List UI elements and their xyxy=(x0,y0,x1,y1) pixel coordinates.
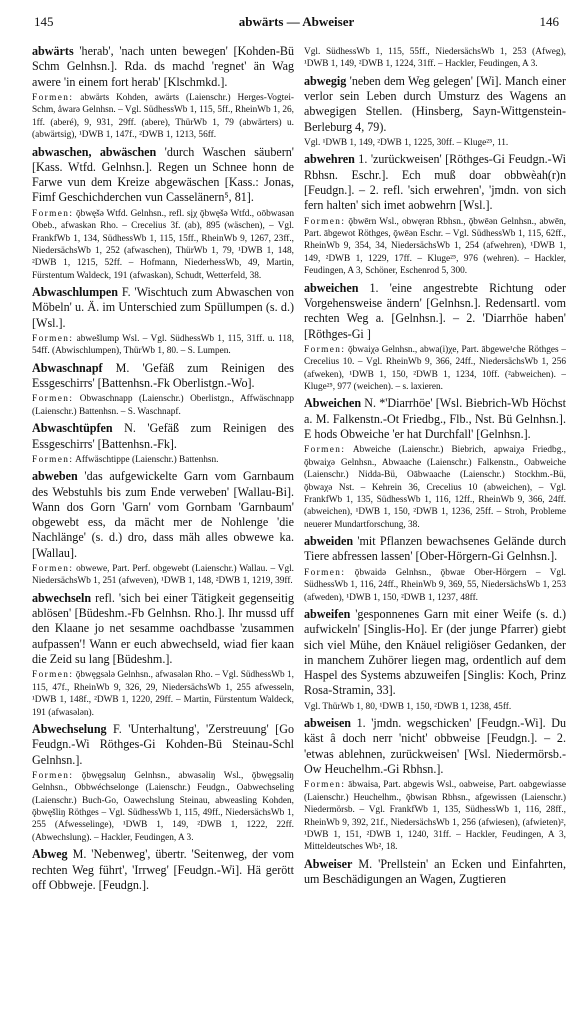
forms-text: abwešlump Wsl. – Vgl. SüdhessWb 1, 115, 31ff. u. 118, 54ff. (Abwischlumpen), ThürWb 1, 80. – S. Lumpen. xyxy=(32,334,294,357)
forms-text: ābwaisa, Part. abgewis Wsl., oabweise, Part. oabgewiasse (Laienschr.) Heuchelhm., ǭbwisən Rbhsn., afgewissen (Laienschr.) Niedermörsb. – Vgl. FrankfWb 1, 135, SüdhessWb 1, 116, 28ff., RheinWb 9, 392, 21f., NiedersächsWb 1, 256 (afwiesen), (afwieten)², ¹DWB 1, 151, ²DWB 1, 1240, 31ff. – Hackler, Feudingen, A 3, Mitteldeutsches Wb², 18. xyxy=(304,780,566,853)
entry-lemma: abwegig xyxy=(304,73,347,88)
forms-label: Formen: xyxy=(32,564,74,575)
entry-definition-text: F. 'Wischtuch zum Abwaschen von Möbeln' u. Ä. im Unterschied zum Spüllumpen (s. d.) [Wsl.]. xyxy=(32,285,294,330)
entry-forms xyxy=(304,137,566,149)
forms-text: ǭbwērn Wsl., obwęrən Rbhsn., ǭbwēǝn Gelnhsn., abwēn, Part. ābgewot Röthges, ǭwēǝn Eschr. – Vgl. SüdhessWb 1, 115, 62ff., RheinWb 9, 354, 34, NiedersächsWb 1, 254 (afwehren), ¹DWB 1, 149, ²DWB 1, 1229, 17ff. – Kluge²⁵, 976 (wehren). – Hackler, Feudingen, A 3, Schöner, Eschenrod 5, 300. xyxy=(304,216,566,277)
forms-label: Formen: xyxy=(304,216,346,227)
entry-lemma: Abwaschlumpen xyxy=(32,285,119,300)
dictionary-entry xyxy=(32,591,294,719)
forms-text: ǭbwaidə Gelnhsn., ǭbwaɐ Ober-Hörgern – Vgl. SüdhessWb 1, 116, 24ff., RheinWb 9, 369, 55, NiedersächsWb 1, 253 (afweden), ¹DWB 1, 150, ²DWB 1, 1237, 48ff. xyxy=(304,567,566,603)
dictionary-entry xyxy=(304,46,566,71)
page-number-right: 146 xyxy=(539,14,559,29)
entry-definition-text: M. 'Gefäß zum Reinigen des Essgeschirrs' [Battenhsn.-Fk Oberlistgn.-Wo]. xyxy=(32,360,294,391)
forms-text: Obwaschnapp (Laienschr.) Oberlistgn., Affwäschnapp (Laienschr.) Battenhsn. – S. Waschnapf. xyxy=(32,394,294,417)
forms-text: ǭbwaiχə Gelnhsn., abwa(i)χe, Part. ābgewe¹che Röthges – Crecelius 10. – Vgl. RheinWb 9, 366, 24ff., NiedersächsWb 1, 256 (afweken), ¹DWB 1, 150, ²DWB 1, 1234, 10ff. (²abweichen). – Kluge²⁵, 977 (weichen). – s. laxieren. xyxy=(304,344,566,393)
dictionary-entry xyxy=(32,469,294,588)
entry-definition-text: M. 'Nebenweg', übertr. 'Seitenweg, der vom rechten Weg führt', 'Irrweg' [Feudgn.-Wi]. Hä gerött off Obbweje. [Feudgn.]. xyxy=(32,847,294,892)
entry-lemma: Abweichen xyxy=(304,396,362,411)
dictionary-entry xyxy=(304,534,566,604)
forms-text: Affwäschtippe (Laienschr.) Battenhsn. xyxy=(73,454,219,465)
entry-forms xyxy=(32,393,294,418)
forms-label: Formen: xyxy=(32,770,74,781)
running-head: abwärts — Abweiser xyxy=(238,14,355,29)
entry-lemma: Abwechselung xyxy=(32,721,107,736)
entry-definition-text: 1. 'jmdn. wegschicken' [Feudgn.-Wi]. Du käst â doch nerr 'nicht' obbweise [Feudgn.]. – 2. 'etwas ablehnen, zurückweisen' [Wsl. Niedermörsb.-Ow Heuchelhm.-Gi Rbhsn.]. xyxy=(304,716,566,777)
entry-definition-text: M. 'Prellstein' an Ecken und Einfahrten, um Beschädigungen an Wagen, Zugtieren xyxy=(304,856,566,887)
entry-definition-text: N. *'Diarrhöe' [Wsl. Biebrich-Wb Höchst a. M. Falkenstn.-Ot Friedbg., Flb., Nst. Bü Gelnhsn.]. E hods Obweiche 'er hat Durchfall' [Gelnhsn.]. xyxy=(304,396,566,442)
entry-definition xyxy=(32,421,294,452)
forms-label: Formen: xyxy=(304,567,346,578)
entry-definition xyxy=(304,716,566,777)
entry-forms xyxy=(304,701,566,713)
right-column xyxy=(304,44,566,1019)
entry-definition xyxy=(304,857,566,888)
forms-text: ǭbwęšə Wtfd. Gelnhsn., refl. sįχ ǭbwęšə Wtfd., oōbwasən Obeb., afwaskən Rho. – Crecelius 3f. (ab), 895 (wäschen), – Vgl. FrankfWb 1, 134, SüdhessWb 1, 115, 15ff., RheinWb 9, 1267, 23ff., NiedersächsWb 1, 252 (afwaschen), ThürWb 1, 79, ¹DWB 1, 148, ²DWB 1, 1215, 52ff. – Hofmann, NiederhessWb, 49, Martin, Fürstentum Waldeck, 191 (afwaskən), Schudt, Wetterfeld, 38. xyxy=(32,208,294,281)
forms-label: Formen: xyxy=(32,394,74,405)
entry-forms xyxy=(32,454,294,466)
entry-definition xyxy=(32,722,294,768)
forms-label: Formen: xyxy=(304,344,346,355)
entry-lemma: abwärts xyxy=(32,44,74,58)
forms-label: Formen: xyxy=(304,445,346,456)
forms-text: abwärts Kohden, awärts (Laienschr.) Herges-Vogtei-Schm, åwarə Gelnhsn. – Vgl. SüdhessWb 1, 115, 5ff., RheinWb 1, 26, 1ff. (aberé), 9, 931, 29ff. (abere), ThürWb 1, 79 (abwärters) u. (abwärtsig), ¹DWB 1, 147f., ²DWB 1, 1213, 56ff. xyxy=(32,92,294,141)
dictionary-entry xyxy=(304,281,566,394)
entry-forms xyxy=(32,92,294,142)
dictionary-entry xyxy=(304,857,566,888)
entry-lemma: abweben xyxy=(32,469,78,484)
entry-lemma: abweisen xyxy=(304,716,352,731)
dictionary-entry xyxy=(32,722,294,844)
forms-text: Vgl. SüdhessWb 1, 115, 55ff., NiedersächsWb 1, 253 (Afweg), ¹DWB 1, 149, ²DWB 1, 1224, 31ff. – Hackler, Feudingen, A 3. xyxy=(304,47,566,70)
entry-definition xyxy=(32,469,294,561)
entry-definition xyxy=(304,534,566,565)
entry-lemma: Abwaschnapf xyxy=(32,360,103,375)
entry-forms xyxy=(32,208,294,282)
entry-definition xyxy=(32,591,294,667)
entry-definition xyxy=(32,285,294,331)
dictionary-entry xyxy=(304,152,566,277)
forms-label: Formen: xyxy=(32,208,74,219)
forms-label: Formen: xyxy=(304,780,346,791)
dictionary-entry xyxy=(32,285,294,358)
dictionary-entry xyxy=(304,74,566,150)
entry-definition-text: 'gesponnenes Garn mit einer Weife (s. d.) aufwickeln' [Singlis-Ho]. Er (der junge Pfarrer) giebt sich viel Mühe, den Knäuel religiöser Gedanken, der in manchem Zuhörer liegen mag, ordentlich auf dem Haspel des Systems abzuweifen [Singlis: Koch, Prinz Rosa-Stramin, 33]. xyxy=(304,606,566,698)
dictionary-entry xyxy=(304,396,566,531)
entry-lemma: Abweiser xyxy=(304,856,353,871)
forms-text: Vgl. ThürWb 1, 80, ¹DWB 1, 150, ²DWB 1, 1238, 45ff. xyxy=(304,701,512,712)
entry-definition xyxy=(304,281,566,342)
entry-forms xyxy=(32,770,294,844)
dictionary-entry xyxy=(32,421,294,466)
dictionary-entry xyxy=(32,44,294,142)
entry-definition-text: 1. 'eine angestrebte Richtung oder Vorgehensweise ändern' [Gelnhsn.]. Redensartl. vom rechten Weg a. [Gelnhsn.]. – 2. 'Diarrhöe haben' [Röthges-Gi ] xyxy=(304,280,566,341)
forms-label: Formen: xyxy=(32,454,74,465)
dictionary-entry xyxy=(32,361,294,418)
entry-lemma: abweiden xyxy=(304,534,354,549)
entry-lemma: abweichen xyxy=(304,280,359,295)
forms-label: Formen: xyxy=(32,334,74,345)
entry-forms xyxy=(304,779,566,853)
entry-lemma: abwehren xyxy=(304,152,355,167)
forms-text: Vgl. ¹DWB 1, 149, ²DWB 1, 1225, 30ff. – Kluge²⁵, 11. xyxy=(304,138,509,148)
entry-definition xyxy=(32,145,294,206)
entry-definition xyxy=(304,74,566,135)
entry-definition xyxy=(32,44,294,90)
forms-text: ǭbwęgsələ Gelnhsn., afwasələn Rho. – Vgl. SüdhessWb 1, 115, 47f., RheinWb 9, 326, 29, NiedersächsWb 1, 255 afwesseln, ¹DWB 1, 148f., ²DWB 1, 1220, 29ff. – Martin, Fürstentum Waldeck, 191 (afwasələn). xyxy=(32,670,294,718)
forms-text: ǭbwęgsəluŋ Gelnhsn., abwasəliŋ Wsl., ǭbwęgsəliŋ Gelnhsn., Obbwéchselonge (Laienschr.) Feudgn., Oabwechseling (Laienschr.) Buch-Go, Oawechslung Steinau, abweasling Kohden, ǭbwęšliŋ Röthges – Vgl. SüdhessWb 1, 115, 49ff., NiedersächsWb 1, 255 (Afwesselinge), ¹DWB 1, 149, ²DWB 1, 1222, 22ff. (Abwechslung). – Hackler, Feudingen, A 3. xyxy=(32,770,294,843)
entry-definition xyxy=(304,607,566,699)
left-column xyxy=(32,44,294,1019)
entry-definition-text: 'neben dem Weg gelegen' [Wi]. Manch einer verlor sein Leben durch Umsturz des Wagens an abwegigen Stellen. (Hinsberg, Sayn-Wittgenstein-Berleburg 4, 79). xyxy=(304,73,566,134)
entry-definition-text: 'durch Waschen säubern' [Kass. Wtfd. Gelnhsn.]. Regen un Schnee honn de Farwe vun dem Kreize abgewäschen [Kass.: Jonas, Fimf Geschichderchen vun Casselänern⁵, 81]. xyxy=(32,144,294,205)
entry-definition-text: 'herab', 'nach unten bewegen' [Kohden-Bü Schm Gelnhsn.]. Rda. ds machd 'regnet' än Wag awere 'in einem fort herab' [Klschmkd.]. xyxy=(32,44,294,89)
dictionary-entry xyxy=(32,847,294,893)
entry-forms xyxy=(32,563,294,588)
entry-definition-text: F. 'Unterhaltung', 'Zerstreuung' [Go Feudgn.-Wi Röthges-Gi Kohden-Bü Steinau-Schl Gelnhsn.]. xyxy=(32,721,294,767)
page-number-left: 145 xyxy=(34,14,54,29)
dictionary-entry xyxy=(304,607,566,713)
entry-forms xyxy=(304,444,566,531)
entry-definition xyxy=(32,847,294,893)
entry-forms xyxy=(304,567,566,604)
entry-lemma: Abweg xyxy=(32,847,68,862)
entry-definition xyxy=(32,361,294,392)
entry-definition xyxy=(304,152,566,213)
entry-lemma: abwaschen, abwäschen xyxy=(32,144,157,159)
dictionary-entry xyxy=(32,145,294,283)
entry-lemma: abwechseln xyxy=(32,590,92,605)
dictionary-entry xyxy=(304,716,566,854)
entry-forms xyxy=(304,344,566,394)
entry-forms xyxy=(32,669,294,719)
entry-lemma: abweifen xyxy=(304,606,351,621)
forms-label: Formen: xyxy=(32,92,74,103)
entry-definition xyxy=(304,396,566,442)
entry-forms xyxy=(304,46,566,71)
forms-label: Formen: xyxy=(32,670,74,681)
forms-text: Abweiche (Laienschr.) Biebrich, apwaiχə Friedbg., ǭbwaiχə Gelnhsn., Abwaache (Laienschr.) Falkenstn., Oabweiche (Laienschr.) Nidda-Bü, Oābwaache (Laienschr.) Stockhm.-Bü, ǭbwaχə Nst. – Kehrein 36, Crecelius 10 (abweichen), – Vgl. FrankfWb 1, 135, SüdhessWb 1, 116, 12ff., RheinWb 9, 366, 24ff. (abweichen), ¹DWB 1, 150, ²DWB 1, 1236, 25ff. – Stroh, Probleme neuerer Mundartforschung, 38. xyxy=(304,445,566,530)
forms-text: obwewe, Part. Perf. obgewebt (Laienschr.) Wallau. – Vgl. NiedersächsWb 1, 251 (afweven), ¹DWB 1, 148, ²DWB 1, 1219, 39ff. xyxy=(32,564,294,587)
entry-definition-text: 'mit Pflanzen bewachsenes Gelände durch Tiere abfressen lassen' [Ober-Hörgern-Gi Gelnhsn.]. xyxy=(304,534,566,564)
page-header xyxy=(34,14,559,34)
entry-definition-text: 1. 'zurückweisen' [Röthges-Gi Feudgn.-Wi Rbhsn. Eschr.]. Ech muß doar obbwèah(r)n [Feudgn.]. – 2. refl. 'sich erwehren', 'jmdn. von sich fern halten' sich imet aobwehrn [Wsl.]. xyxy=(304,152,566,213)
entry-definition-text: N. 'Gefäß zum Reinigen des Essgeschirrs' [Battenhsn.-Fk]. xyxy=(32,421,294,451)
entry-definition-text: 'das aufgewickelte Garn vom Garnbaum des Webstuhls bis zum Ende verweben' [Wallau-Bi]. Wann dos Gorn 'Garn' vom Gornbam 'Garnbaum' obgewebt ess, da mächt mer de Nohlenge 'die Nachlänge' (s. d.) dro, dass mäh alles obwewe ka. [Wallau]. xyxy=(32,469,294,560)
entry-forms xyxy=(304,216,566,278)
entry-definition-text: refl. 'sich bei einer Tätigkeit gegenseitig ablösen' [Büdeshm.-Fb Gelnhsn. Rho.]. Ihr mussd uff den Klaane jo net sesamme oachdbasse 'zusammen aufpassen'! Wann er euch abwechseld, wiad fier kaan die Zeid su lang [Büdeshm.]. xyxy=(32,590,294,667)
entry-forms xyxy=(32,333,294,358)
entry-lemma: Abwaschtüpfen xyxy=(32,421,113,436)
